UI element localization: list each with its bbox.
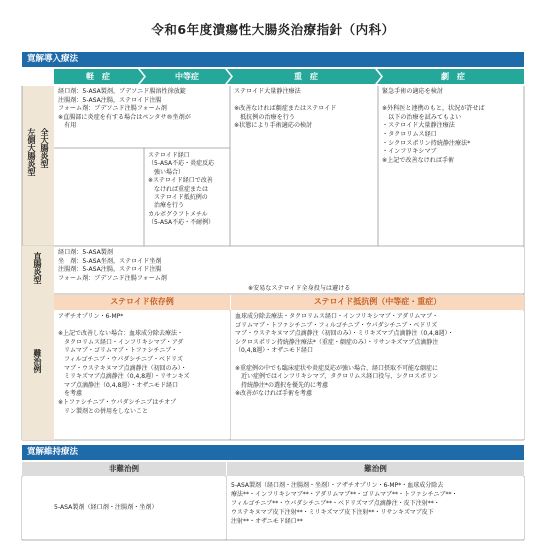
maintenance-refractory-line: フィルゴチニブ**・ウパダシチニブ**・ベドリズマブ点滴静注・皮下注射**・: [231, 500, 440, 507]
resistant-line: ゴリムマブ・トファシチニブ・フィルゴチニブ・ウパダシチニブ・ベドリズ: [235, 321, 438, 329]
fulminant-line: ・ステロイド大量静注療法: [382, 122, 455, 130]
dependent-line: アザチオプリン・6-MP*: [58, 313, 124, 320]
resistant-line: ※重症例の中でも臨床症状や炎症反応が強い場合、経口摂取不可能な劇症に: [235, 364, 439, 372]
cell-steroid-dependent: [54, 311, 230, 439]
phase-severe: 重 症: [294, 72, 318, 81]
cell-maintenance-refractory: [227, 477, 524, 539]
fulminant-line: [382, 97, 520, 106]
header-maintenance-refractory: 難治例: [227, 462, 524, 476]
proctitis-note: ※安易なステロイド全身投与は避ける: [248, 285, 351, 292]
dependent-line: ※上記で改善しない場合：血球成分除去療法・: [58, 330, 184, 338]
fulminant-line: ※上記で改善なければ手術: [382, 156, 455, 164]
maintenance-header: 寛解維持療法: [22, 445, 524, 460]
severe-line: 抵抗例の治療を行う: [234, 113, 295, 121]
fulminant-line: ・インフリキシマブ: [382, 148, 437, 156]
dependent-line: ※トファシチニブ・ウパダシチニブはチオプ: [58, 398, 176, 406]
moderate-line: ステロイド抵抗例の: [148, 194, 208, 202]
dependent-line: マブ・ウステキヌマブ点滴静注（初回のみ）・: [58, 364, 187, 372]
header-steroid-resistant: ステロイド抵抗例（中等症・重症）: [231, 295, 524, 310]
moderate-line: ※ステロイド経口で改善: [148, 177, 213, 185]
header-non-refractory: 非難治例: [22, 462, 226, 476]
non-refractory-text: 5-ASA製剤（経口剤・注腸剤・坐剤）: [54, 503, 158, 511]
resistant-line: [235, 356, 520, 365]
mild-line: 有用: [58, 122, 77, 130]
fulminant-line: 緊急手術の適応を検討: [382, 88, 443, 95]
dependent-line: フィルゴチニブ・ウパダシチニブ・ベドリズ: [58, 355, 183, 363]
mild-line: フォーム剤：ブデソニド注腸フォーム剤: [58, 105, 167, 113]
fulminant-line: ・タクロリムス経口: [382, 130, 437, 138]
moderate-line: なければ重症または: [148, 185, 209, 193]
label-pancolitis-left: [22, 86, 54, 246]
proctitis-line: 注腸剤：5-ASA注腸，ステロイド注腸: [58, 266, 162, 274]
severe-line: ステロイド大量静注療法: [234, 88, 301, 95]
page-title: 令和6年度潰瘍性大腸炎治療指針（内科）: [151, 22, 395, 37]
proctitis-line: 経口剤：5-ASA製剤: [58, 249, 113, 256]
resistant-line: マブ・ウステキヌマブ点滴静注（初回のみ）・ミリキズマブ点滴静注（0,4,8週）・: [235, 330, 454, 338]
induction-header: 寛解導入療法: [22, 52, 524, 67]
cell-moderate: [144, 150, 230, 246]
moderate-line: 治療を行う: [148, 202, 185, 210]
dependent-line: [58, 322, 226, 331]
dependent-line: タクロリムス経口・インフリキシマブ・アダ: [58, 338, 184, 346]
severe-line: ※改善なければ劇症またはステロイド: [234, 105, 337, 113]
header-steroid-dependent: ステロイド依存例: [54, 295, 230, 310]
moderate-line: 強い場合）: [148, 168, 185, 176]
moderate-line: ステロイド経口: [148, 152, 190, 159]
phase-mild: 軽 症: [86, 72, 110, 81]
cell-severe: [230, 86, 378, 246]
maintenance-refractory-line: ウステキヌマブ皮下注射**・ミリキズマブ皮下注射**・リサンキズマブ皮下: [231, 509, 434, 516]
phase-moderate: 中等症: [175, 72, 199, 81]
mild-line: 注腸剤：5-ASA注腸，ステロイド注腸: [58, 96, 162, 104]
fulminant-line: 以下の治療を試みてもよい: [382, 113, 462, 121]
label-refractory-box: [22, 294, 54, 440]
severe-line: [234, 97, 374, 106]
resistant-line: ※改善がなければ手術を考慮: [235, 390, 313, 398]
label-left-colitis: 左側大腸炎型: [27, 128, 36, 176]
mild-line: 経口剤：5-ASA製剤，ブデソニド腸溶性徐放錠: [58, 88, 186, 95]
maintenance-refractory-line: 療法**・インフリキシマブ**・アダリムマブ**・ゴリムマブ**・トファシチニブ**・: [231, 491, 458, 498]
cell-non-refractory: [22, 477, 226, 539]
moderate-line: （5-ASA不応・不耐例）: [148, 219, 215, 227]
resistant-line: （0,4,8週）・オザニモド経口: [235, 347, 314, 355]
cell-mild: [54, 86, 230, 148]
phase-fulminant: 劇 症: [441, 72, 465, 81]
dependent-line: マブ点滴静注（0,4,8週）・オザニモド経口: [58, 381, 179, 389]
cell-steroid-resistant: [231, 311, 524, 439]
proctitis-line: 坐 剤：5-ASA坐剤，ステロイド坐剤: [58, 257, 162, 265]
label-proctitis-box: [22, 246, 54, 294]
dependent-line: ミリキズマブ点滴静注（0,4,8週）・リサンキズ: [58, 373, 190, 381]
resistant-line: シクロスポリン持続静注療法*（重症・劇症のみ）・リサンキズマブ点滴静注: [235, 338, 439, 346]
dependent-line: リムマブ・ゴリムマブ・トファシチニブ・: [58, 347, 178, 355]
resistant-line: 持続静注*の選択を優先的に考慮: [235, 381, 329, 389]
maintenance-refractory-line: 5-ASA製剤（経口剤・注腸剤・坐剤）・アザチオプリン・6-MP*・血球成分除去: [231, 482, 444, 489]
proctitis-line: フォーム剤：ブデソニド注腸フォーム剤: [58, 274, 167, 282]
label-proctitis: 直腸炎型: [33, 252, 42, 284]
dependent-line: リン製剤との併用をしないこと: [58, 407, 149, 415]
label-pancolitis: 全大腸炎型: [40, 128, 49, 168]
resistant-line: 血球成分除去療法・タクロリムス経口・インフリキシマブ・アダリムマブ・: [235, 313, 439, 320]
maintenance-refractory-line: 注射**・オザニモド経口**: [231, 518, 303, 525]
fulminant-line: ・シクロスポリン持続静注療法*: [382, 139, 471, 147]
moderate-line: （5-ASA不応・炎症反応: [148, 160, 215, 168]
fulminant-line: ※外科医と連携のもと，状況が許せば: [382, 105, 485, 113]
mild-line: ※直腸部に炎症を有する場合はペンタサ®坐剤が: [58, 113, 191, 121]
moderate-line: カルボグラフトメチル: [148, 210, 208, 218]
dependent-line: を考慮: [58, 390, 83, 398]
resistant-line: 近い症例ではインフリキシマブ、タクロリムス経口投与、シクロスポリン: [235, 373, 439, 381]
cell-fulminant: [378, 86, 524, 246]
severe-line: ※状態により手術適応の検討: [234, 122, 313, 130]
label-refractory: 難治例: [33, 349, 42, 373]
